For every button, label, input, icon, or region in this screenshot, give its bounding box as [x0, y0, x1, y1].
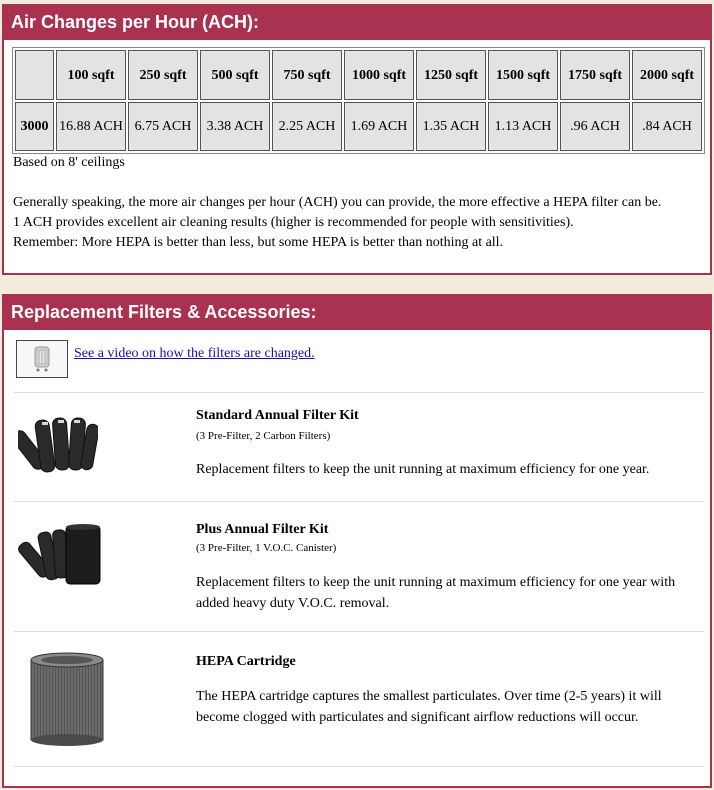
divider	[14, 501, 704, 502]
divider	[14, 631, 704, 632]
ach-value-cell: 1.13 ACH	[488, 102, 558, 151]
ach-value-cell: 16.88 ACH	[56, 102, 126, 151]
ach-header-cell: 250 sqft	[128, 50, 198, 100]
item-description: The HEPA cartridge captures the smallest particulates. Over time (2-5 years) it will become clogged with particulates and significant airflow reductions will occur.	[196, 689, 662, 725]
ceiling-note: Based on 8' ceilings	[13, 155, 125, 170]
ach-header-row	[15, 50, 702, 100]
ach-para-3: Remember: More HEPA is better than less, but some HEPA is better than nothing at all.	[13, 235, 504, 250]
ach-value-cell: .96 ACH	[560, 102, 630, 151]
ach-value-cell: 1.35 ACH	[416, 102, 486, 151]
ach-value-cell: 2.25 ACH	[272, 102, 342, 151]
ach-para-2: 1 ACH provides excellent air cleaning results (higher is recommended for people with sensitivities).	[13, 215, 574, 230]
ach-table	[12, 47, 705, 154]
ach-value-cell: 3.38 ACH	[200, 102, 270, 151]
ach-header-cell: 1750 sqft	[560, 50, 630, 100]
ach-header-cell: 100 sqft	[56, 50, 126, 100]
ach-panel	[2, 4, 712, 275]
item-subtitle: (3 Pre-Filter, 2 Carbon Filters)	[196, 430, 331, 442]
ach-explanation	[13, 193, 708, 253]
air-purifier-icon	[17, 341, 67, 377]
ach-header-cell: 1500 sqft	[488, 50, 558, 100]
item-title: Standard Annual Filter Kit	[196, 408, 359, 423]
ach-value-cell: .84 ACH	[632, 102, 702, 151]
ach-value-row	[15, 102, 702, 151]
ach-header-cell: 750 sqft	[272, 50, 342, 100]
ach-header-cell: 1000 sqft	[344, 50, 414, 100]
ach-value-cell: 6.75 ACH	[128, 102, 198, 151]
ach-value-cell: 1.69 ACH	[344, 102, 414, 151]
ach-row-label: 3000	[15, 102, 54, 151]
standard-filter-kit-image	[18, 414, 98, 481]
ach-header-cell: 1250 sqft	[416, 50, 486, 100]
item-subtitle: (3 Pre-Filter, 1 V.O.C. Canister)	[196, 542, 337, 554]
hepa-cartridge-image	[28, 650, 106, 753]
divider	[14, 392, 704, 393]
divider	[14, 766, 704, 767]
item-title: HEPA Cartridge	[196, 654, 296, 669]
accessories-panel	[2, 294, 712, 788]
ach-header-cell: 500 sqft	[200, 50, 270, 100]
ach-corner-cell	[15, 50, 54, 100]
accessories-heading: Replacement Filters & Accessories:	[4, 296, 710, 330]
ach-para-1: Generally speaking, the more air changes per hour (ACH) you can provide, the more effective a HEPA filter can be.	[13, 195, 662, 210]
ach-heading: Air Changes per Hour (ACH):	[4, 6, 710, 40]
item-description: Replacement filters to keep the unit running at maximum efficiency for one year.	[196, 462, 650, 477]
item-title: Plus Annual Filter Kit	[196, 522, 329, 537]
filter-video-link[interactable]: See a video on how the filters are changed.	[74, 346, 315, 361]
plus-filter-kit-image	[18, 522, 104, 593]
video-thumbnail[interactable]	[16, 340, 68, 378]
ach-header-cell: 2000 sqft	[632, 50, 702, 100]
item-description: Replacement filters to keep the unit running at maximum efficiency for one year with added heavy duty V.O.C. removal.	[196, 575, 676, 611]
